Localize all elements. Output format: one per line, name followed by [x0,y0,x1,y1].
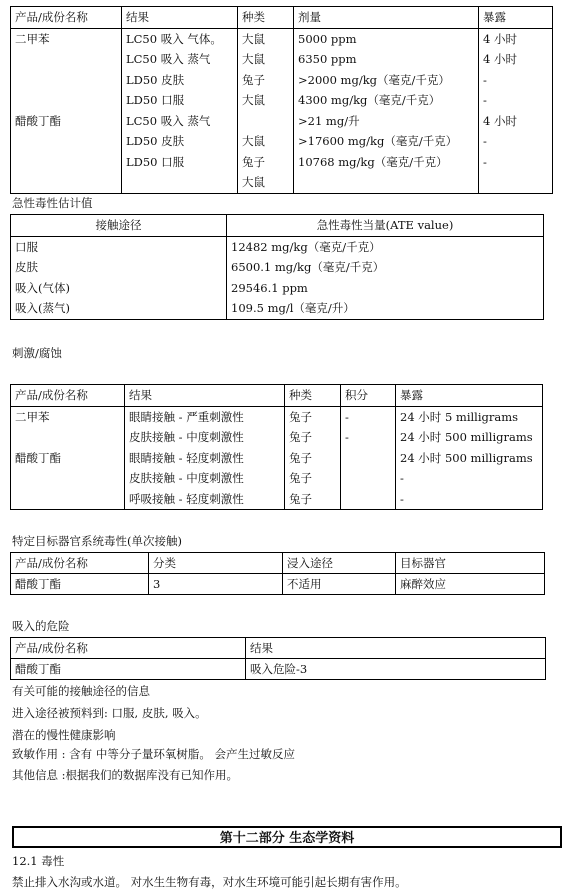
table-cell: 兔子 [285,448,341,469]
table-cell [11,70,122,91]
table-cell: LC50 吸入 蒸气 [122,49,238,70]
info-line: 致敏作用 : 含有 中等分子量环氧树脂。 会产生过敏反应 [12,747,295,761]
ate-table [10,214,544,320]
table-cell: 109.5 mg/l（毫克/升） [227,298,544,319]
irritation-title: 刺激/腐蚀 [12,346,62,360]
table-row [11,49,553,70]
table-cell [341,468,396,489]
table-cell: 3 [149,574,283,595]
table-cell: 呼吸接触 - 轻度刺激性 [125,489,285,510]
table-cell: 大鼠 [238,49,294,70]
table-row [11,90,553,111]
section-12-subtitle: 12.1 毒性 [12,854,65,868]
table-cell: 4 小时 [479,49,553,70]
table-cell: 吸入危险-3 [246,659,546,680]
table-row [11,489,543,510]
table-cell: 29546.1 ppm [227,278,544,299]
header-cell: 接触途径 [11,215,227,237]
table-row [11,468,543,489]
table-cell: 皮肤接触 - 中度刺激性 [125,468,285,489]
table-cell: - [396,489,543,510]
table-header-row [11,215,544,237]
table-cell: 皮肤 [11,257,227,278]
table-cell: 兔子 [238,70,294,91]
table-cell: 口服 [11,236,227,257]
table-cell: 大鼠 [238,172,294,193]
table-cell [11,90,122,111]
table-cell [11,131,122,152]
table-cell: >17600 mg/kg（毫克/千克） [294,131,479,152]
header-cell: 产品/成份名称 [11,553,149,574]
table-cell [11,49,122,70]
table-row [11,28,553,49]
table-header-row [11,553,545,574]
table-cell: - [479,90,553,111]
table-cell: LC50 吸入 蒸气 [122,111,238,132]
table-cell [479,172,553,193]
table-cell: 大鼠 [238,131,294,152]
table-cell: 二甲苯 [15,409,50,424]
table-row [11,257,544,278]
table-cell: 大鼠 [238,90,294,111]
table-cell [11,468,125,489]
table-cell [11,172,122,193]
stot-table [10,552,545,595]
info-line: 进入途径被预料到: 口服, 皮肤, 吸入。 [12,706,207,720]
table-cell: 吸入(蒸气) [11,298,227,319]
table-cell [11,489,125,510]
info-line: 其他信息 :根据我们的数据库没有已知作用。 [12,768,239,782]
table-cell: 6350 ppm [294,49,479,70]
table-cell: 兔子 [285,489,341,510]
header-cell: 暴露 [479,7,553,29]
stot-title: 特定目标器官系统毒性(单次接触) [12,534,182,548]
section-12-title: 第十二部分 生态学资料 [12,826,562,848]
table-cell [341,448,396,469]
table-cell: 4 小时 [479,111,553,132]
table-cell [11,152,122,173]
table-cell: 眼睛接触 - 严重刺激性 [125,406,285,427]
table-cell: 吸入(气体) [11,278,227,299]
table-cell: 12482 mg/kg（毫克/千克） [227,236,544,257]
header-cell: 分类 [149,553,283,574]
table-cell: - [341,406,396,427]
table-cell: 醋酸丁酯 [11,659,246,680]
table-cell: 醋酸丁酯 [11,574,149,595]
table-cell: >21 mg/升 [294,111,479,132]
table-cell [122,172,238,193]
ate-title: 急性毒性估计值 [12,196,93,210]
info-line: 有关可能的接触途径的信息 [12,684,150,698]
table-cell: LC50 吸入 气体。 [122,28,238,49]
table-row [11,427,543,448]
table-cell [238,111,294,132]
table-cell: LD50 口服 [122,90,238,111]
table-cell: 4300 mg/kg（毫克/千克） [294,90,479,111]
header-cell: 结果 [246,638,546,659]
info-line: 潜在的慢性健康影响 [12,728,116,742]
table-row [11,131,553,152]
header-cell: 产品/成份名称 [11,7,122,29]
table-cell: 麻醉效应 [396,574,545,595]
table-cell [11,427,125,448]
irritation-table [10,384,543,510]
table-header-row [11,385,543,407]
table-row [11,659,546,680]
table-cell: 兔子 [285,406,341,427]
table-cell: - [396,468,543,489]
aspiration-table [10,637,546,680]
table-cell: >2000 mg/kg（毫克/千克） [294,70,479,91]
table-cell: 兔子 [285,427,341,448]
header-cell: 积分 [341,385,396,407]
table-row [11,574,545,595]
table-cell: 24 小时 500 milligrams [396,427,543,448]
table-row [11,298,544,319]
table-cell: 二甲苯 [15,31,50,46]
table-row [11,448,543,469]
table-row [11,172,553,193]
table-header-row [11,638,546,659]
table-row [11,111,553,132]
table-row [11,70,553,91]
table-cell: 兔子 [285,468,341,489]
table-cell: 24 小时 5 milligrams [396,406,543,427]
header-cell: 产品/成份名称 [11,638,246,659]
acute-toxicity-table [10,6,553,194]
header-cell: 剂量 [294,7,479,29]
aspiration-title: 吸入的危险 [12,619,70,633]
table-cell: 皮肤接触 - 中度刺激性 [125,427,285,448]
table-row [11,152,553,173]
table-cell: 大鼠 [238,28,294,49]
table-row [11,278,544,299]
table-row [11,406,543,427]
table-cell: 眼睛接触 - 轻度刺激性 [125,448,285,469]
header-cell: 急性毒性当量(ATE value) [227,215,544,237]
table-cell: LD50 皮肤 [122,131,238,152]
table-cell [294,172,479,193]
table-cell: 6500.1 mg/kg（毫克/千克） [227,257,544,278]
header-cell: 浸入途径 [283,553,396,574]
table-cell: LD50 皮肤 [122,70,238,91]
header-cell: 产品/成份名称 [11,385,125,407]
table-header-row [11,7,553,29]
table-cell: 4 小时 [479,28,553,49]
table-cell: 兔子 [238,152,294,173]
section-12-text: 禁止排入水沟或水道。 对水生生物有毒，对水生环境可能引起长期有害作用。 [12,875,407,889]
table-cell: 醋酸丁酯 [15,450,61,465]
header-cell: 结果 [125,385,285,407]
table-cell: 24 小时 500 milligrams [396,448,543,469]
table-cell: - [479,70,553,91]
table-cell: 醋酸丁酯 [15,113,61,128]
table-cell [341,489,396,510]
table-row [11,236,544,257]
table-cell: LD50 口服 [122,152,238,173]
table-cell: - [479,131,553,152]
table-cell: - [479,152,553,173]
table-cell: 不适用 [283,574,396,595]
header-cell: 结果 [122,7,238,29]
header-cell: 暴露 [396,385,543,407]
table-cell: - [341,427,396,448]
header-cell: 种类 [285,385,341,407]
table-cell: 10768 mg/kg（毫克/千克） [294,152,479,173]
table-cell: 5000 ppm [294,28,479,49]
header-cell: 目标器官 [396,553,545,574]
header-cell: 种类 [238,7,294,29]
